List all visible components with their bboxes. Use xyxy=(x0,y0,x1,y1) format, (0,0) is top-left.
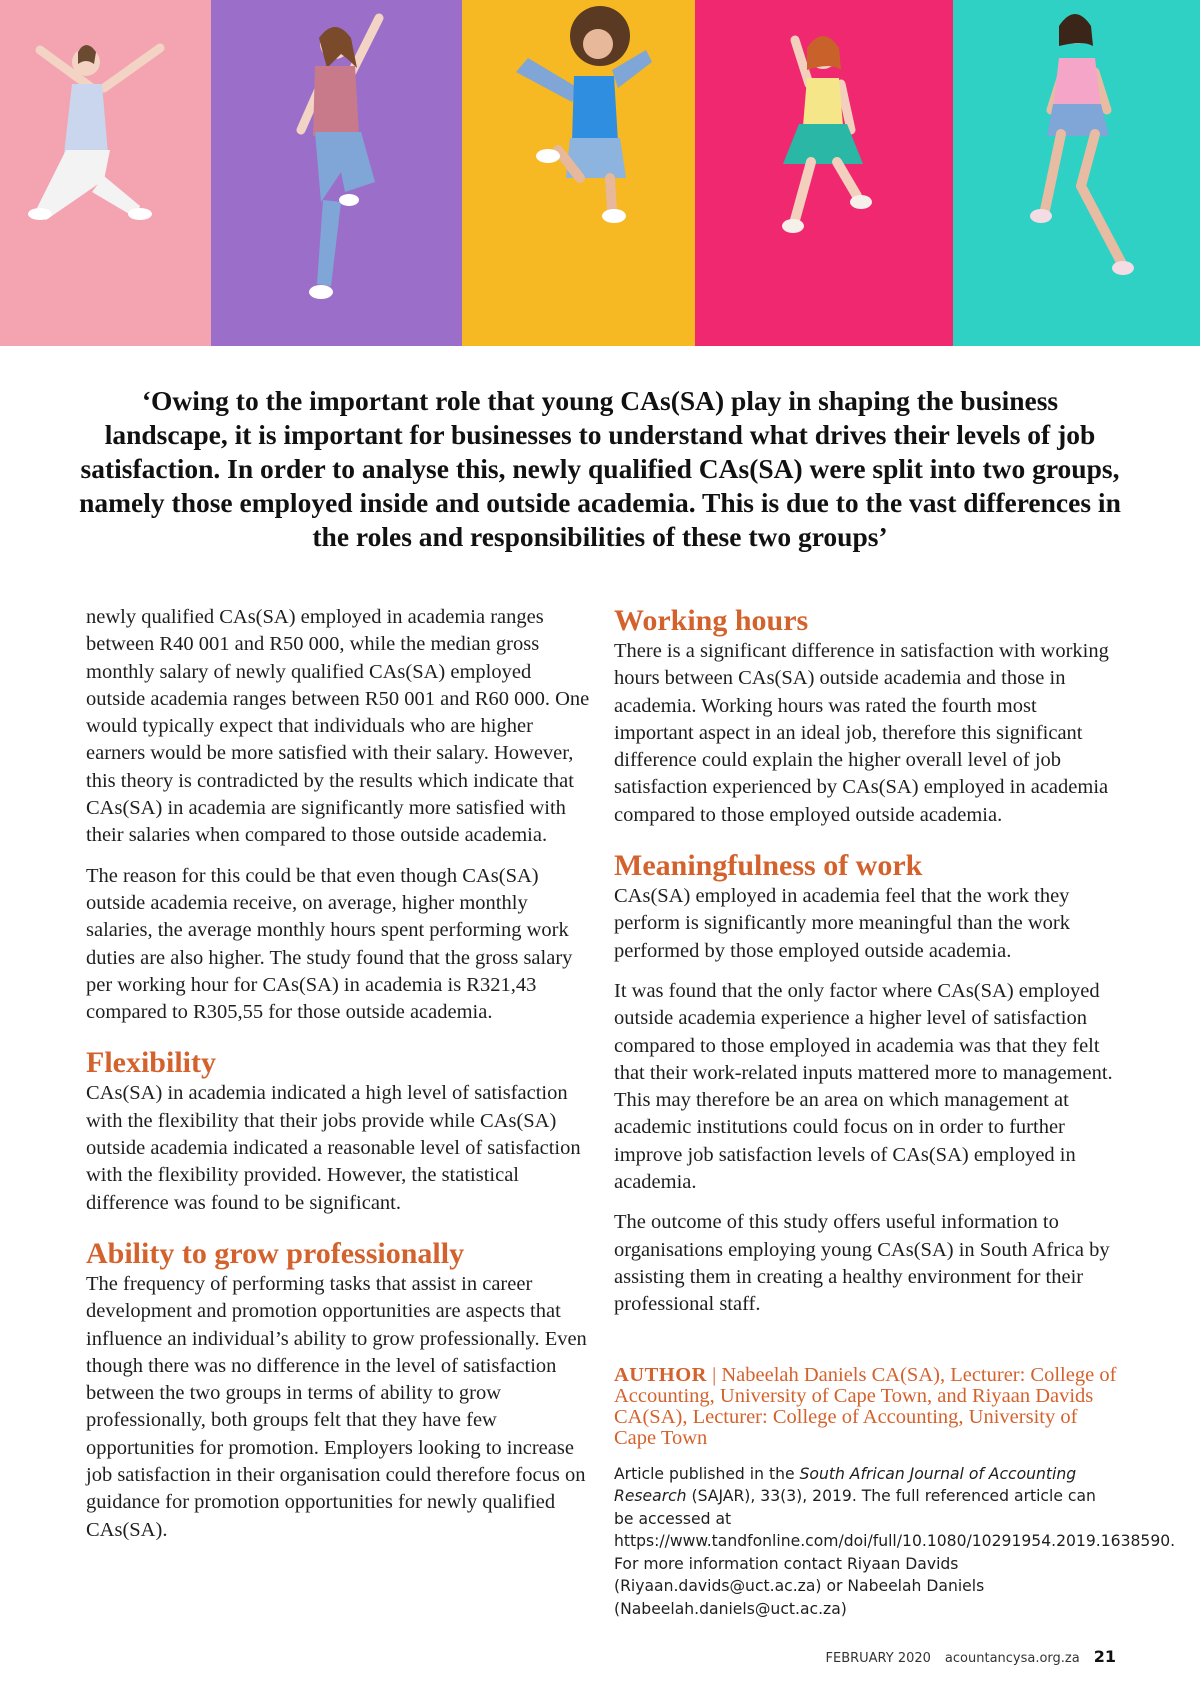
publication-details: (SAJAR), 33(3), 2019. The full referenced article can be accessed at https://www.tandfonline.com/doi/full/10.1080/10291954.2019.1638590. For more information contact Riyaan Davids (Riyaan.davids@uct.ac.za) or Nabeelah Daniels (Nabeelah.daniels@uct.ac.za) xyxy=(614,1487,1176,1618)
body-paragraph-meaningfulness-1: CAs(SA) employed in academia feel that the work they perform is significantly more meaningful than the work performed by those employed outside academia. xyxy=(614,885,1071,962)
heading-working-hours: Working hours xyxy=(614,604,809,637)
body-paragraph-salary: newly qualified CAs(SA) employed in academia ranges between R40 001 and R50 000, while the median gross monthly salary of newly qualified CAs(SA) employed outside academia ranges between R50 001 and R60 000. One would typically expect that individuals who are higher earners would be more satisfied with their salary. However, this theory is contradicted by the results which indicate that CAs(SA) in academia are significantly more satisfied with their salaries when compared to those outside academia. xyxy=(86,606,590,847)
footer-website: acountancysa.org.za xyxy=(944,1651,1080,1666)
body-paragraph-ability-to-grow: The frequency of performing tasks that assist in career development and promotion opportunities are aspects that influence an individual’s ability to grow professionally. Even though there was no difference in the level of satisfaction between the two groups in terms of ability to grow professionally, both groups felt that they have few opportunities for promotion. Employers looking to increase job satisfaction in their organisation could therefore focus on guidance for promotion opportunities for newly qualified CAs(SA). xyxy=(86,1272,587,1541)
jumping-woman-figure-3 xyxy=(462,0,695,346)
body-paragraph-working-hours: There is a significant difference in satisfaction with working hours between CAs(SA) outside academia and those in academia. Working hours was rated the fourth most important aspect in an ideal job, therefore this significant difference could explain the higher overall level of job satisfaction experienced by CAs(SA) employed in academia compared to those employed outside academia. xyxy=(614,640,1109,826)
jumping-woman-figure-1 xyxy=(0,0,211,346)
jumping-woman-figure-4 xyxy=(695,0,953,346)
body-paragraph-salary-reason: The reason for this could be that even though CAs(SA) outside academia receive, on average, higher monthly salaries, the average monthly hours spent performing work duties are also higher. The study found that the gross salary per working hour for CAs(SA) in academia is R321,43 compared to R305,55 for those outside academia. xyxy=(86,864,573,1024)
author-separator: | xyxy=(712,1363,717,1386)
page-footer xyxy=(826,1647,1117,1666)
body-paragraph-meaningfulness-2: It was found that the only factor where CAs(SA) employed outside academia experience a higher level of satisfaction compared to those employed in academia was that they felt that their work-related inputs mattered more to management. This may therefore be an area on which management at academic institutions could focus on in order to further improve job satisfaction levels of CAs(SA) employed in academia. xyxy=(614,979,1113,1194)
hero-panel-magenta xyxy=(695,0,953,346)
left-column xyxy=(86,604,591,1557)
hero-panel-pink xyxy=(0,0,211,346)
right-column xyxy=(614,604,1176,1620)
hero-banner xyxy=(0,0,1200,346)
body-paragraph-flexibility: CAs(SA) in academia indicated a high level of satisfaction with the flexibility that their jobs provide while CAs(SA) outside academia indicated a reasonable level of satisfaction with the flexibility provided. However, the statistical difference was found to be significant. xyxy=(86,1082,581,1214)
body-paragraph-outcome: The outcome of this study offers useful information to organisations employing young CAs(SA) in South Africa by assisting them in creating a healthy environment for their professional staff. xyxy=(614,1211,1110,1316)
hero-panel-teal xyxy=(953,0,1200,346)
page-number: 21 xyxy=(1093,1647,1116,1666)
publication-journal: South African Journal of Accounting Research xyxy=(614,1464,1077,1506)
jumping-woman-figure-5 xyxy=(953,0,1200,346)
author-label: AUTHOR xyxy=(614,1363,707,1386)
author-credit xyxy=(614,1365,1119,1449)
jumping-woman-figure-2 xyxy=(211,0,462,346)
heading-flexibility: Flexibility xyxy=(86,1046,216,1080)
heading-meaningfulness: Meaningfulness of work xyxy=(614,849,923,883)
hero-panel-yellow xyxy=(462,0,695,346)
author-names: Nabeelah Daniels CA(SA), Lecturer: College of Accounting, University of Cape Town, and Riyaan Davids CA(SA), Lecturer: College of Accounting, University of Cape Town xyxy=(614,1363,1117,1449)
publication-prefix: Article published in the xyxy=(614,1464,800,1483)
pull-quote: ‘Owing to the important role that young CAs(SA) play in shaping the business landscape, it is important for businesses to understand what drives their levels of job satisfaction. In order to analyse this, newly qualified CAs(SA) were split into two groups, namely those employed inside and outside academia. This is due to the vast differences in the roles and responsibilities of these two groups’ xyxy=(79,385,1121,552)
publication-note xyxy=(614,1463,1176,1621)
footer-date: FEBRUARY 2020 xyxy=(825,1651,931,1666)
hero-panel-purple xyxy=(211,0,462,346)
heading-ability-to-grow: Ability to grow professionally xyxy=(86,1236,465,1270)
